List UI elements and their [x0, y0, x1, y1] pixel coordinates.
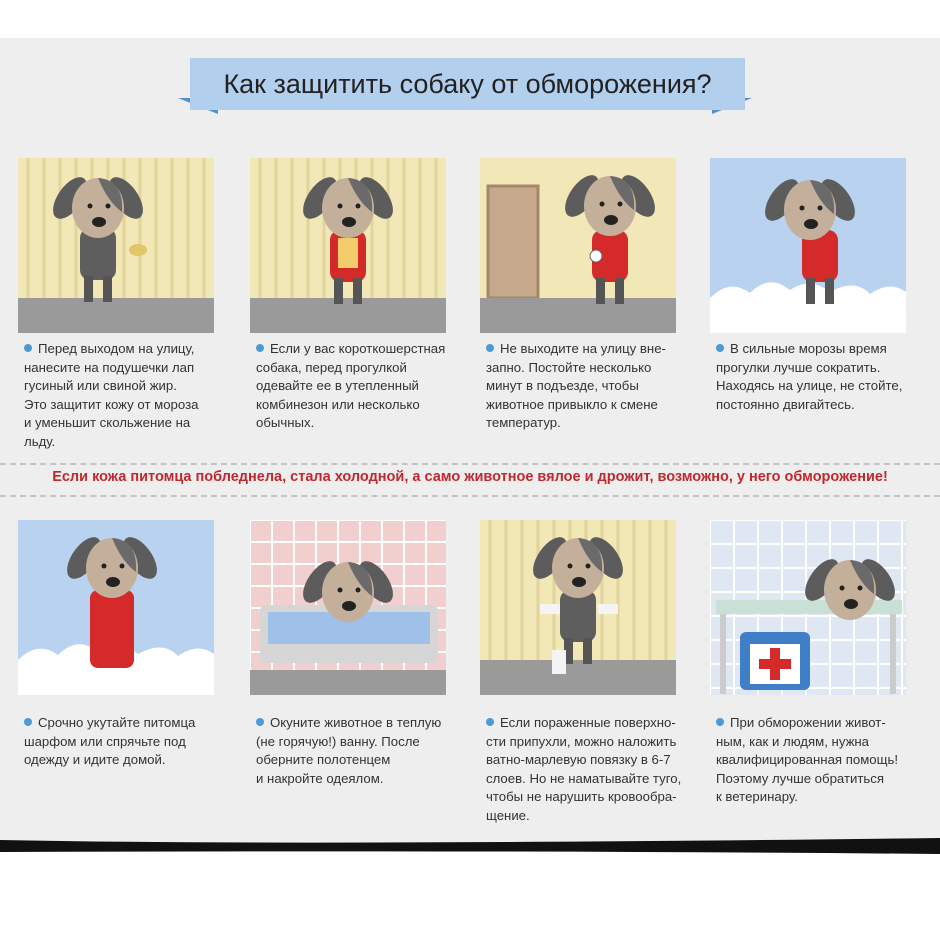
- tip-text: Окуните животное в теплую (не горячую!) ванну. После оберните полотенцем и накройте одеялом.: [256, 715, 442, 786]
- tip-caption-3: [486, 340, 691, 433]
- tip-caption-8: [716, 714, 921, 807]
- tip-text: Не выходите на улицу вне- запно. Постойте несколько минут в подъезде, чтобы животное привыкло к смене температур.: [486, 341, 666, 430]
- bullet-dot-icon: [256, 718, 264, 726]
- bullet-dot-icon: [24, 718, 32, 726]
- bullet-dot-icon: [486, 344, 494, 352]
- tip-caption-7: [486, 714, 691, 825]
- bullet-dot-icon: [24, 344, 32, 352]
- divider-bottom: [0, 495, 940, 497]
- tip-text: Срочно укутайте питомца шарфом или спрячьте под одежду и идите домой.: [24, 715, 196, 767]
- tip-text: Если у вас короткошерстная собака, перед прогулкой одевайте ее в утепленный комбинезон или несколько обычных.: [256, 341, 446, 430]
- tip-illustration-2: [250, 158, 446, 333]
- tip-caption-1: [24, 340, 229, 451]
- tip-caption-6: [256, 714, 461, 788]
- tip-illustration-7: [480, 520, 676, 695]
- tip-illustration-3: [480, 158, 676, 333]
- tip-illustration-1: [18, 158, 214, 333]
- divider-top: [0, 463, 940, 465]
- bullet-dot-icon: [486, 718, 494, 726]
- tip-text: Перед выходом на улицу, нанесите на подушечки лап гусиный или свиной жир. Это защитит кожу от мороза и уменьшит скольжение на льду.: [24, 341, 199, 449]
- bullet-dot-icon: [256, 344, 264, 352]
- bullet-dot-icon: [716, 718, 724, 726]
- torn-edge-border: [0, 836, 940, 856]
- tip-caption-5: [24, 714, 229, 770]
- tip-illustration-5: [18, 520, 214, 695]
- tip-illustration-8: [710, 520, 906, 695]
- tip-illustration-4: [710, 158, 906, 333]
- frostbite-warning: Если кожа питомца побледнела, стала холодной, а само животное вялое и дрожит, возможно, у него обморожение!: [52, 469, 888, 485]
- tip-text: При обморожении живот- ным, как и людям, нужна квалифицированная помощь! Поэтому лучше обратиться к ветеринару.: [716, 715, 898, 804]
- tip-illustration-6: [250, 520, 446, 695]
- tip-text: В сильные морозы время прогулки лучше сократить. Находясь на улице, не стойте, постоянно двигайтесь.: [716, 341, 903, 412]
- tip-text: Если пораженные поверхно- сти припухли, можно наложить ватно-марлевую повязку в 6-7 слоев. Но не наматывайте туго, чтобы не нарушить кровообра- щение.: [486, 715, 682, 823]
- tip-caption-4: [716, 340, 921, 414]
- tip-caption-2: [256, 340, 461, 433]
- page-title: Как защитить собаку от обморожения?: [223, 69, 712, 99]
- bullet-dot-icon: [716, 344, 724, 352]
